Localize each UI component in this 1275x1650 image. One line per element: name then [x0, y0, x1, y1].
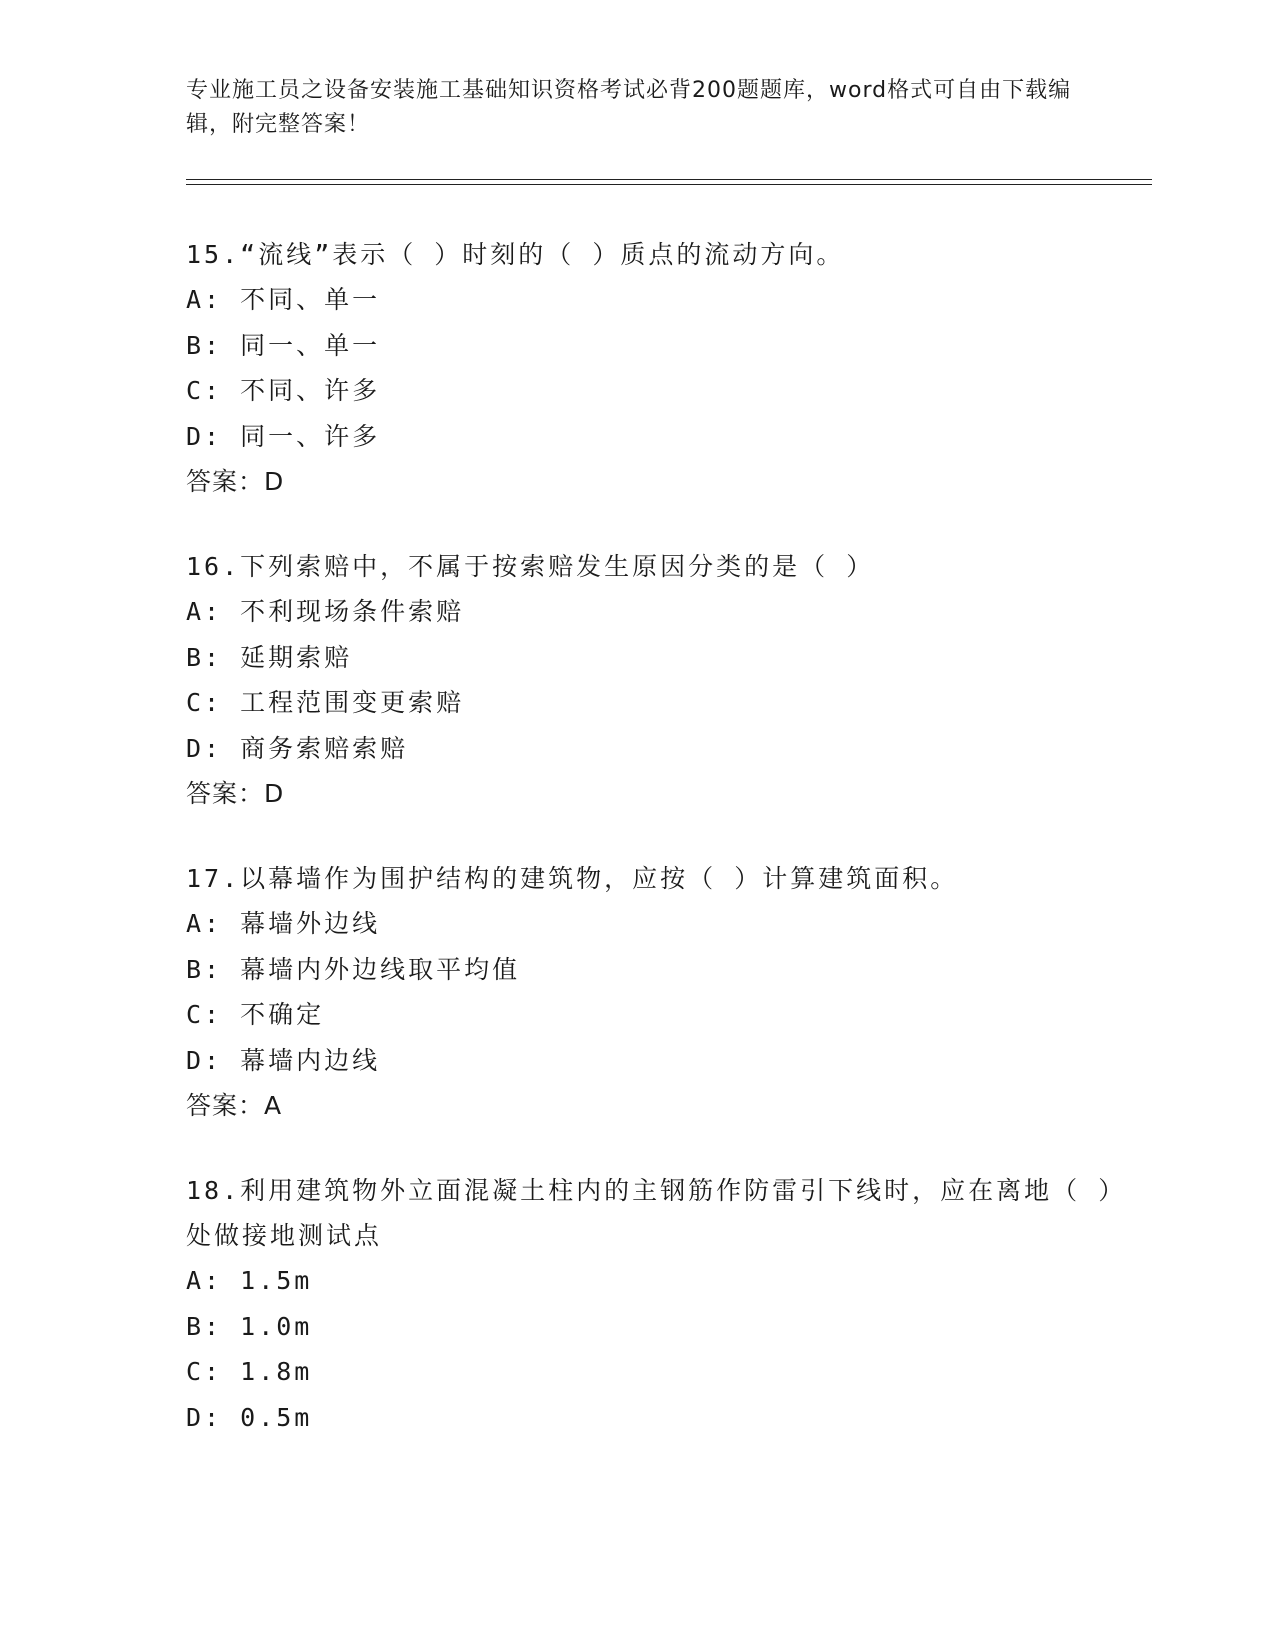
question-stem: 15.“流线”表示（ ）时刻的（ ）质点的流动方向。 — [186, 240, 845, 269]
option-b: B: 1.0m — [186, 1311, 313, 1341]
option-d: D: 幕墙内边线 — [186, 1045, 381, 1075]
question-15 — [186, 232, 1152, 504]
option-a: A: 1.5m — [186, 1266, 313, 1295]
question-17 — [186, 856, 1152, 1128]
option-a: A: 不同、单一 — [186, 285, 381, 314]
option-c: C: 工程范围变更索赔 — [186, 688, 465, 717]
option-c: C: 不确定 — [186, 1000, 325, 1029]
option-d: D: 商务索赔索赔 — [186, 733, 409, 763]
header-divider-top — [186, 179, 1152, 180]
question-18 — [186, 1168, 1152, 1440]
option-a: A: 不利现场条件索赔 — [186, 597, 465, 626]
option-b: B: 幕墙内外边线取平均值 — [186, 954, 521, 984]
option-d: D: 同一、许多 — [186, 421, 381, 451]
answer-text: 答案：D — [186, 467, 285, 496]
document-header: 专业施工员之设备安装施工基础知识资格考试必背200题题库，word格式可自由下载编辑，附完整答案！ — [186, 78, 1072, 137]
header-divider-bottom — [186, 184, 1152, 185]
question-list — [186, 232, 1152, 1480]
option-c: C: 不同、许多 — [186, 376, 381, 405]
question-stem: 18.利用建筑物外立面混凝土柱内的主钢筋作防雷引下线时，应在离地（ ）处做接地测试点 — [186, 1176, 1127, 1250]
answer-text: 答案：D — [186, 779, 285, 808]
option-b: B: 延期索赔 — [186, 642, 353, 672]
answer-text: 答案：A — [186, 1091, 283, 1120]
option-d: D: 0.5m — [186, 1402, 313, 1432]
question-stem: 17.以幕墙作为围护结构的建筑物，应按（ ）计算建筑面积。 — [186, 864, 959, 893]
question-stem: 16.下列索赔中，不属于按索赔发生原因分类的是（ ） — [186, 552, 875, 581]
option-b: B: 同一、单一 — [186, 330, 381, 360]
question-16 — [186, 544, 1152, 816]
option-c: C: 1.8m — [186, 1357, 313, 1386]
option-a: A: 幕墙外边线 — [186, 909, 381, 938]
